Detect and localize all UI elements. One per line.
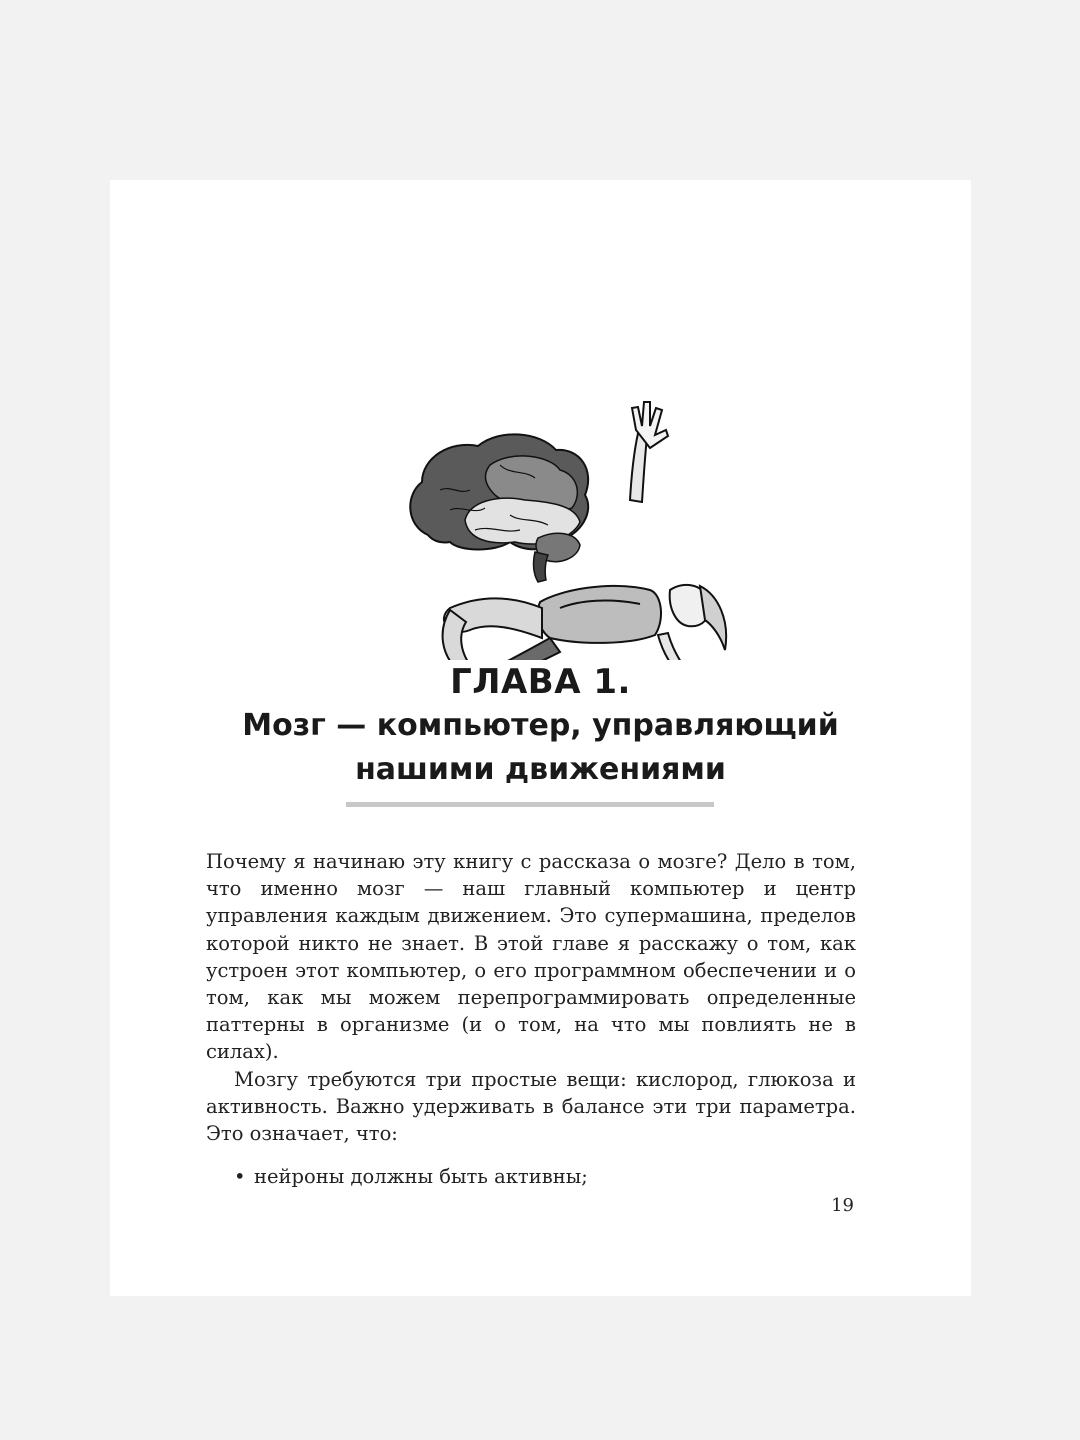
chapter-title-line-1: Мозг — компьютер, управляющий [242,708,839,743]
chapter-title [110,704,971,792]
title-divider [346,802,714,807]
paragraph-1: Почему я начинаю эту книгу с рассказа о мозге? Дело в том, что именно мозг — наш главный компьютер и центр управления каждым движением. Это супермашина, пределов которой никто не знает. В этой главе я расскажу о том, как устроен этот компьютер, о его программном обеспечении и о том, как мы можем перепрограммировать определенные паттерны в организме (и о том, на что мы повлиять не в силах). [206,850,856,1064]
page-number: 19 [831,1195,854,1216]
body-text [206,848,856,1190]
bullet-item-text: нейроны должны быть активны; [254,1165,588,1189]
chapter-label: ГЛАВА 1. [450,662,631,702]
book-page [110,180,971,1296]
brain-illustration [410,434,588,582]
chapter-title-line-2: нашими движениями [355,752,726,787]
paragraph-2: Мозгу требуются три простые вещи: кислород, глюкоза и активность. Важно удерживать в балансе эти три параметра. Это означает, что: [206,1067,856,1146]
chapter-illustration [310,290,770,660]
bullet-icon: • [234,1165,246,1189]
bullet-item [206,1163,856,1190]
